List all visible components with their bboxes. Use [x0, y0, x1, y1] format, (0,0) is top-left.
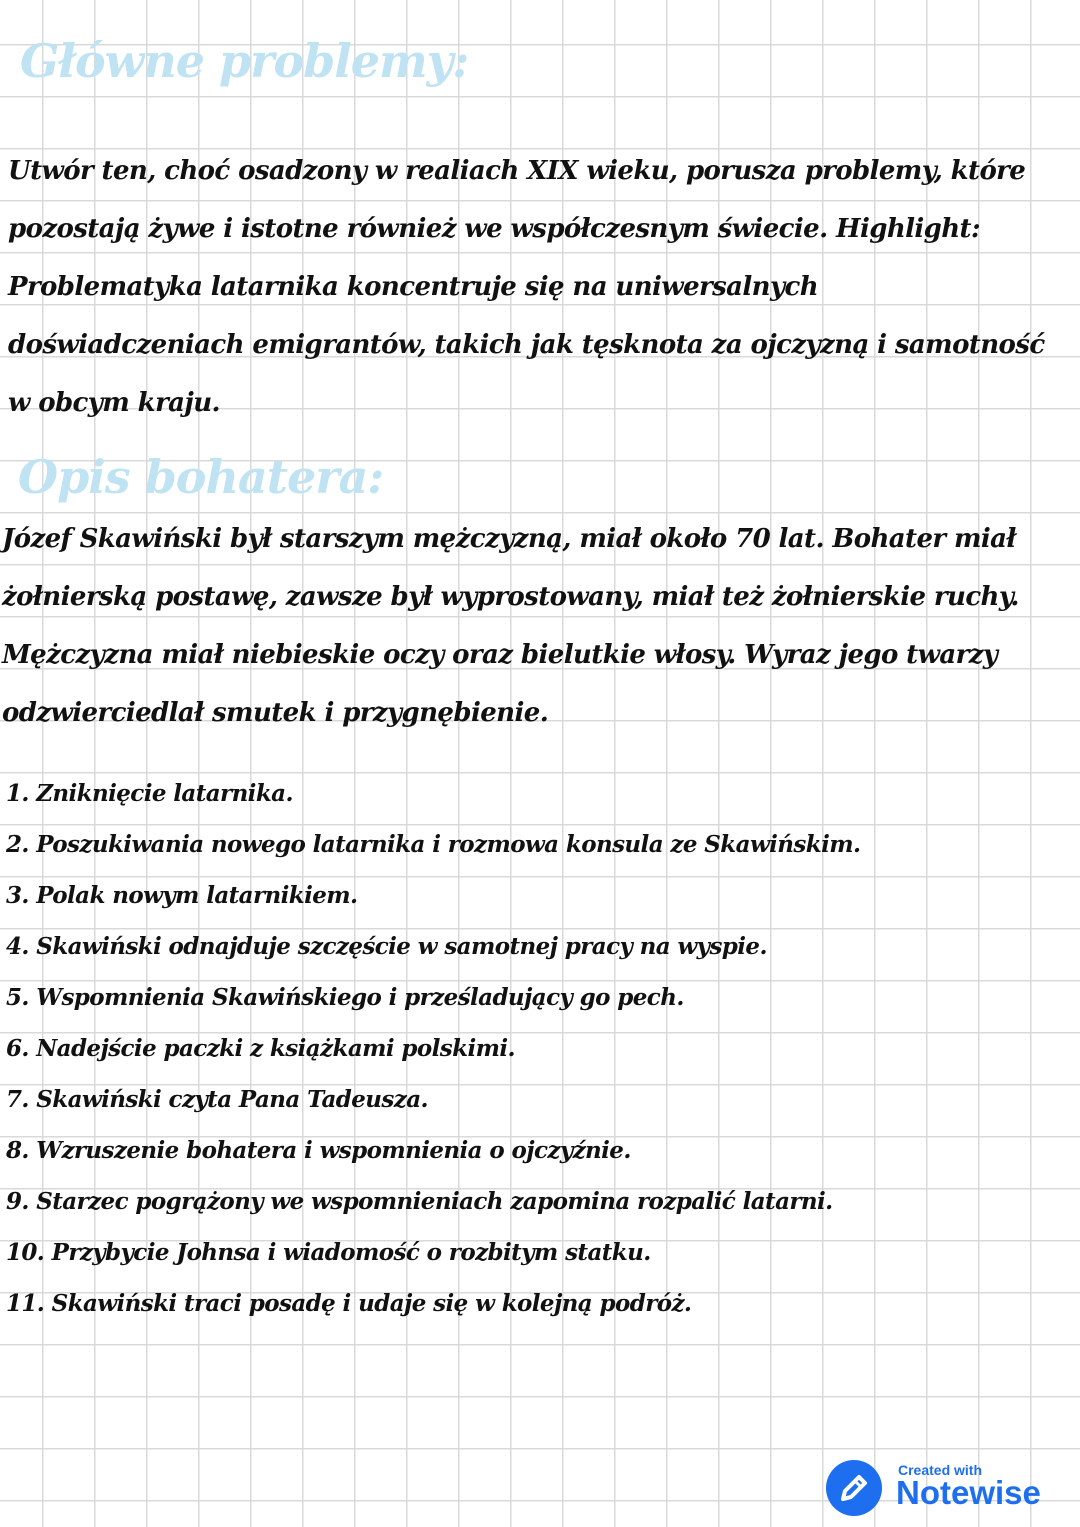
plan-item: 5. Wspomnienia Skawińskiego i prześladujący go pech.	[6, 984, 684, 1011]
logo-created-with: Created with	[898, 1462, 983, 1478]
plan-item: 9. Starzec pogrążony we wspomnieniach zapomina rozpalić latarni.	[6, 1188, 833, 1215]
plan-item: 10. Przybycie Johnsa i wiadomość o rozbitym statku.	[6, 1239, 651, 1266]
paragraph-hero-description: Józef Skawiński był starszym mężczyzną, miał około 70 lat. Bohater miał żołnierską postawę, zawsze był wyprostowany, miał też żołnierskie ruchy. Mężczyzna miał niebieskie oczy oraz bielutkie włosy. Wyraz jego twarzy odzwierciedlał smutek i przygnębienie.	[2, 524, 1019, 728]
plan-list	[6, 768, 1066, 1329]
heading-hero-description: Opis bohatera:	[18, 450, 384, 504]
plan-item: 3. Polak nowym latarnikiem.	[6, 882, 358, 909]
notewise-logo	[826, 1460, 1066, 1520]
heading-main-problems: Główne problemy:	[20, 34, 469, 88]
pen-icon	[826, 1460, 882, 1516]
plan-item: 1. Zniknięcie latarnika.	[6, 780, 293, 807]
paragraph-main-problems: Utwór ten, choć osadzony w realiach XIX wieku, porusza problemy, które pozostają żywe i istotne również we współczesnym świecie. Highlight: Problematyka latarnika koncentruje się na uniwersalnych doświadczeniach emigrantów, takich jak tęsknota za ojczyzną i samotność w obcym kraju.	[8, 156, 1045, 418]
plan-item: 8. Wzruszenie bohatera i wspomnienia o ojczyźnie.	[6, 1137, 631, 1164]
plan-item: 4. Skawiński odnajduje szczęście w samotnej pracy na wyspie.	[6, 933, 767, 960]
plan-item: 6. Nadejście paczki z książkami polskimi.	[6, 1035, 515, 1062]
plan-item: 2. Poszukiwania nowego latarnika i rozmowa konsula ze Skawińskim.	[6, 831, 861, 858]
plan-item: 11. Skawiński traci posadę i udaje się w kolejną podróż.	[6, 1290, 692, 1317]
plan-item: 7. Skawiński czyta Pana Tadeusza.	[6, 1086, 428, 1113]
logo-brand-name: Notewise	[896, 1474, 1041, 1511]
